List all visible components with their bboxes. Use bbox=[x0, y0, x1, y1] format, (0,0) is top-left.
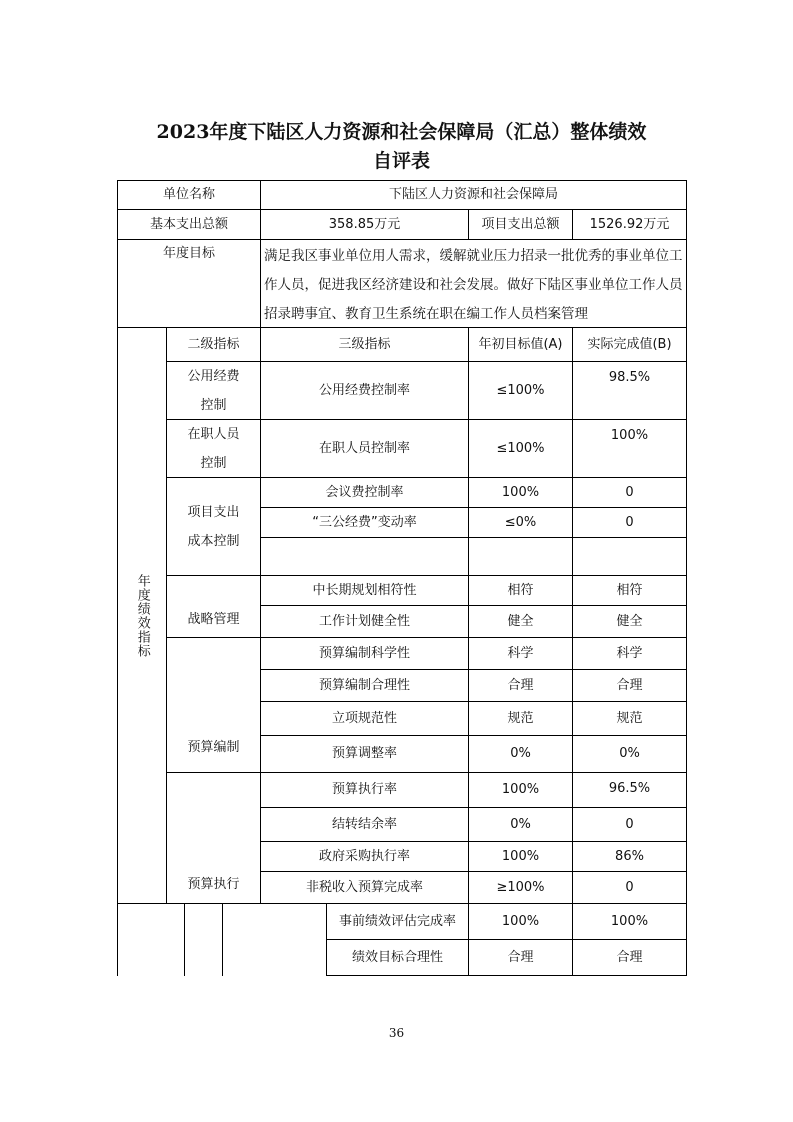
row-target-cell: 规范 bbox=[468, 701, 573, 736]
group-budget-exec: 预算执行 bbox=[166, 772, 261, 904]
row-actual-cell: 合理 bbox=[572, 939, 687, 976]
row-actual-cell: 健全 bbox=[572, 605, 687, 638]
row-target-cell: 100% bbox=[468, 841, 573, 872]
row-target-cell: 100% bbox=[468, 772, 573, 808]
row-actual-cell: 0 bbox=[572, 807, 687, 842]
group-label: 项目支出 bbox=[187, 504, 240, 520]
row-indicator-cell: 预算执行率 bbox=[260, 772, 469, 808]
continued-blank-cell bbox=[222, 903, 327, 976]
row-actual-cell: 98.5% bbox=[572, 361, 687, 420]
row-target-cell: ≤100% bbox=[468, 361, 573, 420]
row-indicator-cell: 立项规范性 bbox=[260, 701, 469, 736]
row-actual-cell: 100% bbox=[572, 903, 687, 940]
continued-section-cell bbox=[117, 903, 185, 976]
group-strategy: 战略管理 bbox=[166, 575, 261, 638]
row-indicator-cell: 事前绩效评估完成率 bbox=[326, 903, 469, 940]
row-target-cell: 100% bbox=[468, 903, 573, 940]
annual-indicators-section bbox=[117, 327, 167, 904]
group-label: 成本控制 bbox=[187, 533, 240, 549]
row-indicator-cell: 在职人员控制率 bbox=[260, 419, 469, 478]
row-target-cell: 健全 bbox=[468, 605, 573, 638]
col-level3-header: 三级指标 bbox=[260, 327, 469, 362]
row-actual-cell: 86% bbox=[572, 841, 687, 872]
row-actual-cell: 100% bbox=[572, 419, 687, 478]
section-label: 年度绩效指标 bbox=[134, 573, 150, 658]
annual-goal-text: 满足我区事业单位用人需求，缓解就业压力招录一批优秀的事业单位工作人员，促进我区经济建设和社会发展。做好下陆区事业单位工作人员招录聘事宜、教育卫生系统在职在编工作人员档案管理 bbox=[260, 239, 687, 328]
col-actual-header: 实际完成值(B) bbox=[572, 327, 687, 362]
project-expense-label: 项目支出总额 bbox=[468, 209, 573, 240]
row-indicator-cell: 预算编制合理性 bbox=[260, 669, 469, 702]
row-target-cell: 0% bbox=[468, 735, 573, 773]
row-actual-cell bbox=[572, 537, 687, 576]
row-actual-cell: 0% bbox=[572, 735, 687, 773]
row-indicator-cell: 绩效目标合理性 bbox=[326, 939, 469, 976]
row-actual-cell: 0 bbox=[572, 871, 687, 904]
unit-name-value: 下陆区人力资源和社会保障局 bbox=[260, 180, 687, 210]
group-label: 控制 bbox=[200, 397, 227, 413]
row-indicator-cell bbox=[260, 537, 469, 576]
group-label: 在职人员 bbox=[187, 426, 240, 442]
row-actual-cell: 0 bbox=[572, 507, 687, 538]
row-actual-cell: 96.5% bbox=[572, 772, 687, 808]
basic-expense-value: 358.85万元 bbox=[260, 209, 469, 240]
row-target-cell: ≤0% bbox=[468, 507, 573, 538]
row-indicator-cell: 公用经费控制率 bbox=[260, 361, 469, 420]
row-indicator-cell: “三公经费”变动率 bbox=[260, 507, 469, 538]
group-public-expense bbox=[166, 361, 261, 420]
group-label: 公用经费 bbox=[187, 368, 240, 384]
row-target-cell: ≥100% bbox=[468, 871, 573, 904]
row-target-cell bbox=[468, 537, 573, 576]
row-indicator-cell: 结转结余率 bbox=[260, 807, 469, 842]
row-indicator-cell: 会议费控制率 bbox=[260, 477, 469, 508]
row-actual-cell: 科学 bbox=[572, 637, 687, 670]
row-target-cell: 合理 bbox=[468, 939, 573, 976]
row-indicator-cell: 预算编制科学性 bbox=[260, 637, 469, 670]
unit-name-label: 单位名称 bbox=[117, 180, 261, 210]
row-indicator-cell: 政府采购执行率 bbox=[260, 841, 469, 872]
page-number: 36 bbox=[388, 1026, 405, 1040]
group-budget-prep: 预算编制 bbox=[166, 637, 261, 773]
col-target-header: 年初目标值(A) bbox=[468, 327, 573, 362]
row-indicator-cell: 非税收入预算完成率 bbox=[260, 871, 469, 904]
group-label: 控制 bbox=[200, 455, 227, 471]
row-actual-cell: 0 bbox=[572, 477, 687, 508]
row-target-cell: ≤100% bbox=[468, 419, 573, 478]
row-target-cell: 合理 bbox=[468, 669, 573, 702]
row-target-cell: 科学 bbox=[468, 637, 573, 670]
col-level2-header: 二级指标 bbox=[166, 327, 261, 362]
continued-level2-cell bbox=[184, 903, 223, 976]
row-target-cell: 相符 bbox=[468, 575, 573, 606]
annual-goal-label: 年度目标 bbox=[117, 239, 261, 328]
project-expense-value: 1526.92万元 bbox=[572, 209, 687, 240]
basic-expense-label: 基本支出总额 bbox=[117, 209, 261, 240]
row-actual-cell: 规范 bbox=[572, 701, 687, 736]
document-title-line1: 2023年度下陆区人力资源和社会保障局（汇总）整体绩效 bbox=[156, 121, 647, 143]
document-title-line2: 自评表 bbox=[372, 150, 430, 172]
row-indicator-cell: 工作计划健全性 bbox=[260, 605, 469, 638]
group-staff-control bbox=[166, 419, 261, 478]
row-target-cell: 0% bbox=[468, 807, 573, 842]
row-target-cell: 100% bbox=[468, 477, 573, 508]
row-indicator-cell: 预算调整率 bbox=[260, 735, 469, 773]
row-actual-cell: 相符 bbox=[572, 575, 687, 606]
row-actual-cell: 合理 bbox=[572, 669, 687, 702]
row-indicator-cell: 中长期规划相符性 bbox=[260, 575, 469, 606]
group-project-cost bbox=[166, 477, 261, 576]
